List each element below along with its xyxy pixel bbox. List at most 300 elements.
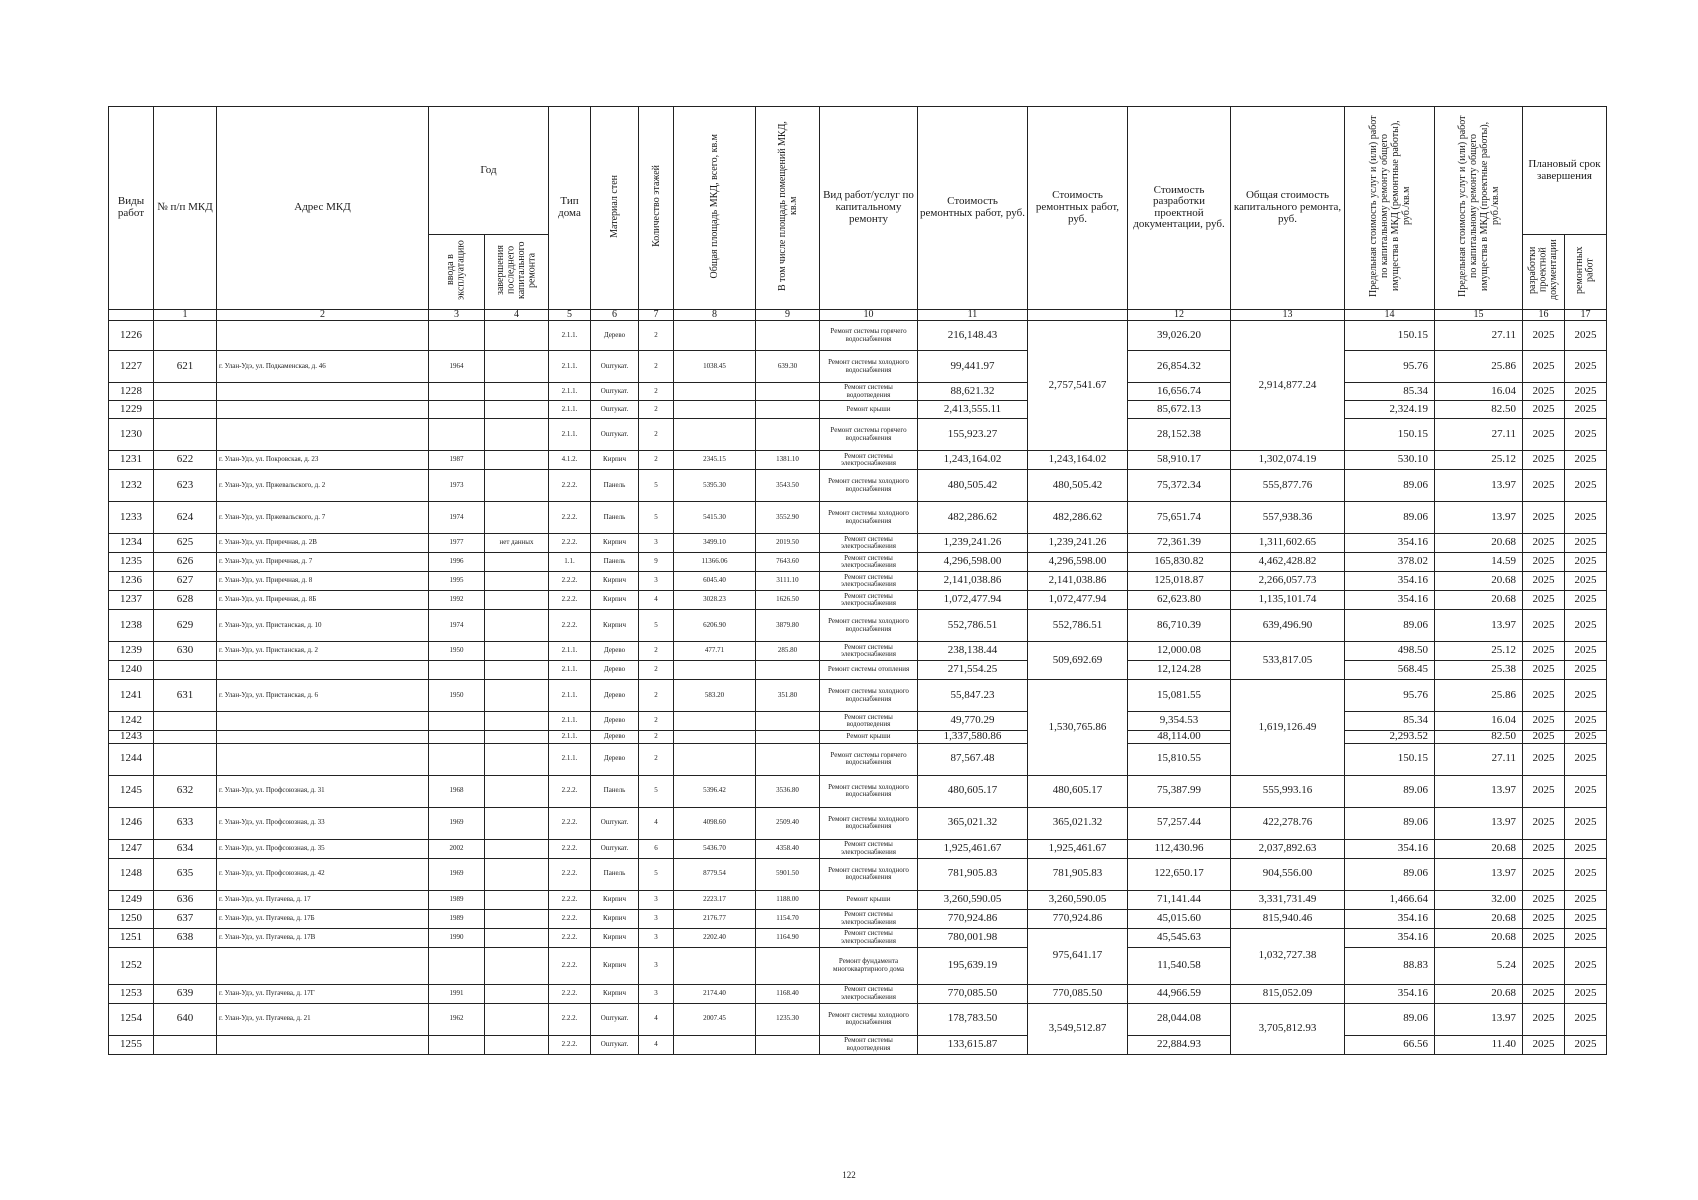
cell-proj-cost: 75,651.74 <box>1128 502 1231 534</box>
cell-np-mkd: 636 <box>154 890 217 909</box>
cell-vid-rabot: 1229 <box>109 401 154 419</box>
cell-year-kap <box>485 591 549 610</box>
cell-cost: 365,021.32 <box>918 807 1028 839</box>
header-pred-proekt-text: Предельная стоимость услуг и (или) работ по капитальному ремонту общего имущества в МКД (проектные работы), руб./кв.м <box>1456 115 1501 297</box>
col-index: 5 <box>549 309 591 321</box>
cell-year-razrab: 2025 <box>1523 839 1565 858</box>
cell-group-total: 4,462,428.82 <box>1231 553 1345 572</box>
cell-year-vvoda <box>429 743 485 775</box>
cell-proj-cost: 15,081.55 <box>1128 680 1231 712</box>
cell-material: Панель <box>591 858 639 890</box>
cell-ploshad-pomesh: 1381.10 <box>756 451 820 470</box>
cell-limit-rem: 1,466.64 <box>1345 890 1435 909</box>
cell-year-vvoda: 1989 <box>429 890 485 909</box>
cell-year-kap <box>485 642 549 661</box>
cell-work-type: Ремонт системы холодного водоснабжения <box>820 610 918 642</box>
cell-year-rem: 2025 <box>1565 572 1607 591</box>
cell-year-rem: 2025 <box>1565 401 1607 419</box>
cell-year-vvoda <box>429 401 485 419</box>
cell-address <box>217 1035 429 1054</box>
cell-year-kap <box>485 858 549 890</box>
cell-vid-rabot: 1239 <box>109 642 154 661</box>
cell-year-razrab: 2025 <box>1523 775 1565 807</box>
header-vid-rabot: Виды работ <box>109 107 154 310</box>
cell-cost: 55,847.23 <box>918 680 1028 712</box>
cell-year-vvoda <box>429 712 485 731</box>
cell-limit-rem: 354.16 <box>1345 572 1435 591</box>
cell-ploshad-pomesh <box>756 1035 820 1054</box>
cell-vid-rabot: 1227 <box>109 351 154 383</box>
table-row <box>109 321 1607 351</box>
header-material-text: Материал стен <box>609 174 620 238</box>
cell-np-mkd: 630 <box>154 642 217 661</box>
cell-work-type: Ремонт системы холодного водоснабжения <box>820 470 918 502</box>
cell-work-type: Ремонт системы отопления <box>820 661 918 680</box>
cell-year-vvoda: 1977 <box>429 534 485 553</box>
cell-etazhi: 2 <box>639 731 674 744</box>
cell-proj-cost: 45,015.60 <box>1128 909 1231 928</box>
cell-ploshad: 2174.40 <box>674 984 756 1003</box>
cell-year-razrab: 2025 <box>1523 661 1565 680</box>
cell-ploshad-pomesh: 3111.10 <box>756 572 820 591</box>
cell-year-vvoda <box>429 321 485 351</box>
cell-year-razrab: 2025 <box>1523 451 1565 470</box>
cell-ploshad: 5436.70 <box>674 839 756 858</box>
cell-vid-rabot: 1230 <box>109 419 154 451</box>
cell-limit-rem: 150.15 <box>1345 419 1435 451</box>
cell-material: Дерево <box>591 321 639 351</box>
cell-limit-proj: 25.86 <box>1435 680 1523 712</box>
cell-year-razrab: 2025 <box>1523 383 1565 401</box>
table-row <box>109 1003 1607 1035</box>
header-row-1 <box>109 107 1607 235</box>
header-vvoda <box>429 235 485 310</box>
table-row <box>109 775 1607 807</box>
cell-year-kap <box>485 470 549 502</box>
cell-address <box>217 383 429 401</box>
cell-group-total: 815,940.46 <box>1231 909 1345 928</box>
cell-year-kap <box>485 451 549 470</box>
cell-cost: 480,605.17 <box>918 775 1028 807</box>
cell-year-razrab: 2025 <box>1523 1035 1565 1054</box>
cell-vid-rabot: 1246 <box>109 807 154 839</box>
cell-ploshad-pomesh: 1188.00 <box>756 890 820 909</box>
table-row <box>109 534 1607 553</box>
cell-ploshad-pomesh: 3552.90 <box>756 502 820 534</box>
cell-year-razrab: 2025 <box>1523 419 1565 451</box>
cell-limit-rem: 354.16 <box>1345 839 1435 858</box>
cell-limit-rem: 95.76 <box>1345 680 1435 712</box>
cell-np-mkd: 640 <box>154 1003 217 1035</box>
col-index: 3 <box>429 309 485 321</box>
cell-material: Оштукат. <box>591 419 639 451</box>
cell-year-kap: нет данных <box>485 534 549 553</box>
cell-work-type: Ремонт системы электроснабжения <box>820 928 918 947</box>
cell-np-mkd: 624 <box>154 502 217 534</box>
cell-etazhi: 5 <box>639 610 674 642</box>
cell-limit-proj: 20.68 <box>1435 839 1523 858</box>
cell-cost: 99,441.97 <box>918 351 1028 383</box>
cell-work-type: Ремонт системы холодного водоснабжения <box>820 351 918 383</box>
cell-np-mkd <box>154 401 217 419</box>
cell-year-rem: 2025 <box>1565 890 1607 909</box>
cell-tip-doma: 2.1.1. <box>549 321 591 351</box>
cell-limit-proj: 13.97 <box>1435 858 1523 890</box>
cell-tip-doma: 2.1.1. <box>549 419 591 451</box>
header-pred-proekt <box>1435 107 1523 310</box>
cell-cost: 216,148.43 <box>918 321 1028 351</box>
col-index <box>1028 309 1128 321</box>
cell-year-rem: 2025 <box>1565 642 1607 661</box>
cell-work-type: Ремонт системы горячего водоснабжения <box>820 419 918 451</box>
cell-np-mkd: 638 <box>154 928 217 947</box>
cell-year-razrab: 2025 <box>1523 321 1565 351</box>
cell-year-razrab: 2025 <box>1523 642 1565 661</box>
cell-limit-rem: 89.06 <box>1345 502 1435 534</box>
cell-ploshad: 3499.10 <box>674 534 756 553</box>
cell-vid-rabot: 1249 <box>109 890 154 909</box>
cell-np-mkd: 629 <box>154 610 217 642</box>
cell-material: Дерево <box>591 731 639 744</box>
cell-material: Кирпич <box>591 591 639 610</box>
cell-material: Оштукат. <box>591 1003 639 1035</box>
cell-limit-rem: 530.10 <box>1345 451 1435 470</box>
cell-limit-proj: 13.97 <box>1435 470 1523 502</box>
cell-year-kap <box>485 610 549 642</box>
cell-work-type: Ремонт фундамента многоквартирного дома <box>820 947 918 984</box>
cell-year-kap <box>485 712 549 731</box>
table-row <box>109 642 1607 661</box>
cell-group-cost: 509,692.69 <box>1028 642 1128 680</box>
cell-year-vvoda: 1996 <box>429 553 485 572</box>
cell-group-total: 1,135,101.74 <box>1231 591 1345 610</box>
header-stoim-proekt: Стоимость разработки проектной документации, руб. <box>1128 107 1231 310</box>
table-row <box>109 909 1607 928</box>
cell-ploshad <box>674 743 756 775</box>
table-row <box>109 553 1607 572</box>
cell-ploshad-pomesh <box>756 401 820 419</box>
cell-year-rem: 2025 <box>1565 909 1607 928</box>
cell-group-total: 904,556.00 <box>1231 858 1345 890</box>
table-row <box>109 451 1607 470</box>
cell-np-mkd: 632 <box>154 775 217 807</box>
cell-year-rem: 2025 <box>1565 351 1607 383</box>
cell-etazhi: 3 <box>639 909 674 928</box>
cell-ploshad-pomesh: 639.30 <box>756 351 820 383</box>
cell-year-vvoda <box>429 947 485 984</box>
cell-group-cost: 781,905.83 <box>1028 858 1128 890</box>
col-index: 15 <box>1435 309 1523 321</box>
header-etazhi <box>639 107 674 310</box>
cell-tip-doma: 2.2.2. <box>549 610 591 642</box>
cell-limit-rem: 89.06 <box>1345 610 1435 642</box>
cell-group-total: 2,037,892.63 <box>1231 839 1345 858</box>
header-razrabotki-text: разработки проектной документации <box>1526 239 1559 301</box>
cell-year-rem: 2025 <box>1565 383 1607 401</box>
cell-year-vvoda: 1995 <box>429 572 485 591</box>
cell-year-razrab: 2025 <box>1523 712 1565 731</box>
cell-ploshad: 3028.23 <box>674 591 756 610</box>
cell-etazhi: 4 <box>639 1035 674 1054</box>
header-zaversheniya-text: завершения последнего капитального ремонта <box>494 241 537 299</box>
cell-year-razrab: 2025 <box>1523 858 1565 890</box>
cell-proj-cost: 44,966.59 <box>1128 984 1231 1003</box>
cell-limit-proj: 32.00 <box>1435 890 1523 909</box>
cell-cost: 238,138.44 <box>918 642 1028 661</box>
cell-address <box>217 321 429 351</box>
cell-etazhi: 4 <box>639 591 674 610</box>
cell-material: Кирпич <box>591 984 639 1003</box>
cell-cost: 3,260,590.05 <box>918 890 1028 909</box>
cell-year-rem: 2025 <box>1565 451 1607 470</box>
header-material <box>591 107 639 310</box>
cell-etazhi: 2 <box>639 351 674 383</box>
cell-tip-doma: 2.2.2. <box>549 775 591 807</box>
cell-work-type: Ремонт системы холодного водоснабжения <box>820 858 918 890</box>
cell-etazhi: 3 <box>639 890 674 909</box>
cell-group-total: 2,266,057.73 <box>1231 572 1345 591</box>
cell-cost: 133,615.87 <box>918 1035 1028 1054</box>
cell-year-rem: 2025 <box>1565 839 1607 858</box>
cell-proj-cost: 22,884.93 <box>1128 1035 1231 1054</box>
cell-vid-rabot: 1252 <box>109 947 154 984</box>
cell-vid-rabot: 1244 <box>109 743 154 775</box>
cell-work-type: Ремонт системы холодного водоснабжения <box>820 1003 918 1035</box>
cell-material: Дерево <box>591 642 639 661</box>
cell-etazhi: 3 <box>639 947 674 984</box>
cell-limit-rem: 354.16 <box>1345 591 1435 610</box>
cell-work-type: Ремонт крыши <box>820 890 918 909</box>
cell-group-cost: 480,605.17 <box>1028 775 1128 807</box>
cell-cost: 2,141,038.86 <box>918 572 1028 591</box>
header-obshaya: Общая стоимость капитального ремонта, руб. <box>1231 107 1345 310</box>
cell-vid-rabot: 1245 <box>109 775 154 807</box>
cell-tip-doma: 1.1. <box>549 553 591 572</box>
cell-vid-rabot: 1243 <box>109 731 154 744</box>
cell-ploshad: 2007.45 <box>674 1003 756 1035</box>
cell-np-mkd: 627 <box>154 572 217 591</box>
cell-group-total: 639,496.90 <box>1231 610 1345 642</box>
cell-material: Оштукат. <box>591 807 639 839</box>
header-ploshad-text: Общая площадь МКД, всего, кв.м <box>709 133 720 279</box>
cell-material: Панель <box>591 775 639 807</box>
cell-group-cost: 1,239,241.26 <box>1028 534 1128 553</box>
cell-np-mkd <box>154 419 217 451</box>
header-god: Год <box>429 107 549 235</box>
cell-proj-cost: 11,540.58 <box>1128 947 1231 984</box>
cell-ploshad-pomesh: 3879.80 <box>756 610 820 642</box>
cell-year-rem: 2025 <box>1565 731 1607 744</box>
cell-group-total: 1,619,126.49 <box>1231 680 1345 776</box>
cell-ploshad: 5396.42 <box>674 775 756 807</box>
cell-etazhi: 2 <box>639 451 674 470</box>
cell-limit-proj: 13.97 <box>1435 775 1523 807</box>
cell-limit-proj: 20.68 <box>1435 984 1523 1003</box>
cell-year-vvoda: 1962 <box>429 1003 485 1035</box>
cell-year-vvoda <box>429 731 485 744</box>
cell-ploshad-pomesh: 4358.40 <box>756 839 820 858</box>
cell-ploshad-pomesh <box>756 321 820 351</box>
cell-limit-proj: 25.12 <box>1435 642 1523 661</box>
cell-vid-rabot: 1233 <box>109 502 154 534</box>
cell-address <box>217 947 429 984</box>
cell-limit-rem: 66.56 <box>1345 1035 1435 1054</box>
cell-material: Кирпич <box>591 928 639 947</box>
cell-proj-cost: 16,656.74 <box>1128 383 1231 401</box>
cell-np-mkd: 634 <box>154 839 217 858</box>
cell-tip-doma: 2.1.1. <box>549 743 591 775</box>
cell-proj-cost: 12,000.08 <box>1128 642 1231 661</box>
cell-work-type: Ремонт системы электроснабжения <box>820 553 918 572</box>
cell-limit-rem: 89.06 <box>1345 775 1435 807</box>
cell-year-rem: 2025 <box>1565 775 1607 807</box>
cell-vid-rabot: 1242 <box>109 712 154 731</box>
header-vvoda-text: ввода в эксплуатацию <box>445 240 467 300</box>
cell-address: г. Улан-Удэ, ул. Профсоюзная, д. 35 <box>217 839 429 858</box>
cell-year-kap <box>485 351 549 383</box>
table-row <box>109 928 1607 947</box>
cell-year-razrab: 2025 <box>1523 401 1565 419</box>
cell-np-mkd: 631 <box>154 680 217 712</box>
cell-cost: 271,554.25 <box>918 661 1028 680</box>
cell-year-rem: 2025 <box>1565 419 1607 451</box>
cell-ploshad: 4098.60 <box>674 807 756 839</box>
cell-vid-rabot: 1251 <box>109 928 154 947</box>
cell-tip-doma: 2.1.1. <box>549 383 591 401</box>
cell-address <box>217 419 429 451</box>
cell-ploshad-pomesh <box>756 743 820 775</box>
cell-year-vvoda <box>429 661 485 680</box>
cell-address: г. Улан-Удэ, ул. Пугачева, д. 21 <box>217 1003 429 1035</box>
cell-address: г. Улан-Удэ, ул. Профсоюзная, д. 33 <box>217 807 429 839</box>
table-row <box>109 731 1607 744</box>
cell-ploshad: 2202.40 <box>674 928 756 947</box>
cell-limit-rem: 89.06 <box>1345 858 1435 890</box>
cell-proj-cost: 57,257.44 <box>1128 807 1231 839</box>
cell-limit-rem: 2,293.52 <box>1345 731 1435 744</box>
cell-year-razrab: 2025 <box>1523 351 1565 383</box>
cell-address <box>217 401 429 419</box>
cell-year-vvoda: 1989 <box>429 909 485 928</box>
cell-np-mkd <box>154 383 217 401</box>
cell-year-rem: 2025 <box>1565 928 1607 947</box>
cell-year-razrab: 2025 <box>1523 731 1565 744</box>
cell-np-mkd: 635 <box>154 858 217 890</box>
header-vid-uslug: Вид работ/услуг по капитальному ремонту <box>820 107 918 310</box>
cell-year-kap <box>485 947 549 984</box>
cell-vid-rabot: 1250 <box>109 909 154 928</box>
cell-year-rem: 2025 <box>1565 743 1607 775</box>
cell-year-razrab: 2025 <box>1523 680 1565 712</box>
cell-tip-doma: 2.1.1. <box>549 642 591 661</box>
cell-vid-rabot: 1238 <box>109 610 154 642</box>
cell-cost: 178,783.50 <box>918 1003 1028 1035</box>
header-remontnyh-text: ремонтных работ <box>1574 246 1596 294</box>
cell-ploshad <box>674 661 756 680</box>
cell-group-total: 533,817.05 <box>1231 642 1345 680</box>
header-stoim-1: Стоимость ремонтных работ, руб. <box>918 107 1028 310</box>
cell-limit-rem: 2,324.19 <box>1345 401 1435 419</box>
cell-year-rem: 2025 <box>1565 1003 1607 1035</box>
cell-ploshad <box>674 731 756 744</box>
cell-year-rem: 2025 <box>1565 502 1607 534</box>
col-index: 11 <box>918 309 1028 321</box>
cell-np-mkd <box>154 661 217 680</box>
cell-limit-rem: 89.06 <box>1345 807 1435 839</box>
column-index-row <box>109 309 1607 321</box>
cell-limit-proj: 13.97 <box>1435 502 1523 534</box>
cell-tip-doma: 2.1.1. <box>549 351 591 383</box>
cell-np-mkd <box>154 1035 217 1054</box>
cell-cost: 781,905.83 <box>918 858 1028 890</box>
cell-year-kap <box>485 321 549 351</box>
cell-np-mkd <box>154 947 217 984</box>
cell-ploshad-pomesh: 351.80 <box>756 680 820 712</box>
cell-ploshad <box>674 383 756 401</box>
cell-material: Кирпич <box>591 534 639 553</box>
cell-tip-doma: 2.2.2. <box>549 947 591 984</box>
cell-proj-cost: 125,018.87 <box>1128 572 1231 591</box>
cell-work-type: Ремонт системы электроснабжения <box>820 572 918 591</box>
header-address: Адрес МКД <box>217 107 429 310</box>
table-row <box>109 947 1607 984</box>
cell-year-vvoda: 1950 <box>429 680 485 712</box>
cell-vid-rabot: 1254 <box>109 1003 154 1035</box>
col-index: 13 <box>1231 309 1345 321</box>
cell-year-razrab: 2025 <box>1523 807 1565 839</box>
cell-ploshad: 2176.77 <box>674 909 756 928</box>
cell-year-rem: 2025 <box>1565 947 1607 984</box>
cell-year-kap <box>485 928 549 947</box>
cell-material: Оштукат. <box>591 351 639 383</box>
cell-tip-doma: 2.2.2. <box>549 807 591 839</box>
cell-address: г. Улан-Удэ, ул. Приречная, д. 7 <box>217 553 429 572</box>
cell-year-rem: 2025 <box>1565 661 1607 680</box>
cell-ploshad-pomesh: 1626.50 <box>756 591 820 610</box>
cell-year-rem: 2025 <box>1565 858 1607 890</box>
cell-work-type: Ремонт системы электроснабжения <box>820 839 918 858</box>
cell-limit-rem: 354.16 <box>1345 909 1435 928</box>
cell-address: г. Улан-Удэ, ул. Пристанская, д. 6 <box>217 680 429 712</box>
cell-etazhi: 2 <box>639 661 674 680</box>
cell-vid-rabot: 1247 <box>109 839 154 858</box>
cell-ploshad-pomesh: 1154.70 <box>756 909 820 928</box>
cell-address: г. Улан-Удэ, ул. Пристанская, д. 10 <box>217 610 429 642</box>
cell-ploshad-pomesh <box>756 661 820 680</box>
cell-etazhi: 3 <box>639 572 674 591</box>
cell-year-vvoda: 1950 <box>429 642 485 661</box>
cell-ploshad-pomesh: 7643.60 <box>756 553 820 572</box>
cell-np-mkd <box>154 712 217 731</box>
cell-limit-rem: 354.16 <box>1345 984 1435 1003</box>
col-index <box>109 309 154 321</box>
cell-work-type: Ремонт системы электроснабжения <box>820 909 918 928</box>
cell-cost: 1,925,461.67 <box>918 839 1028 858</box>
col-index: 16 <box>1523 309 1565 321</box>
cell-cost: 1,337,580.86 <box>918 731 1028 744</box>
cell-tip-doma: 2.1.1. <box>549 731 591 744</box>
cell-year-vvoda: 1992 <box>429 591 485 610</box>
cell-ploshad-pomesh <box>756 731 820 744</box>
cell-cost: 770,924.86 <box>918 909 1028 928</box>
cell-year-kap <box>485 839 549 858</box>
cell-work-type: Ремонт системы холодного водоснабжения <box>820 807 918 839</box>
cell-np-mkd: 625 <box>154 534 217 553</box>
cell-limit-rem: 378.02 <box>1345 553 1435 572</box>
cell-np-mkd: 626 <box>154 553 217 572</box>
cell-work-type: Ремонт системы водоотведения <box>820 712 918 731</box>
header-pred-rem-text: Предельная стоимость услуг и (или) работ по капитальному ремонту общего имущества в МКД (ремонтные работы), руб./кв.м <box>1367 115 1412 297</box>
